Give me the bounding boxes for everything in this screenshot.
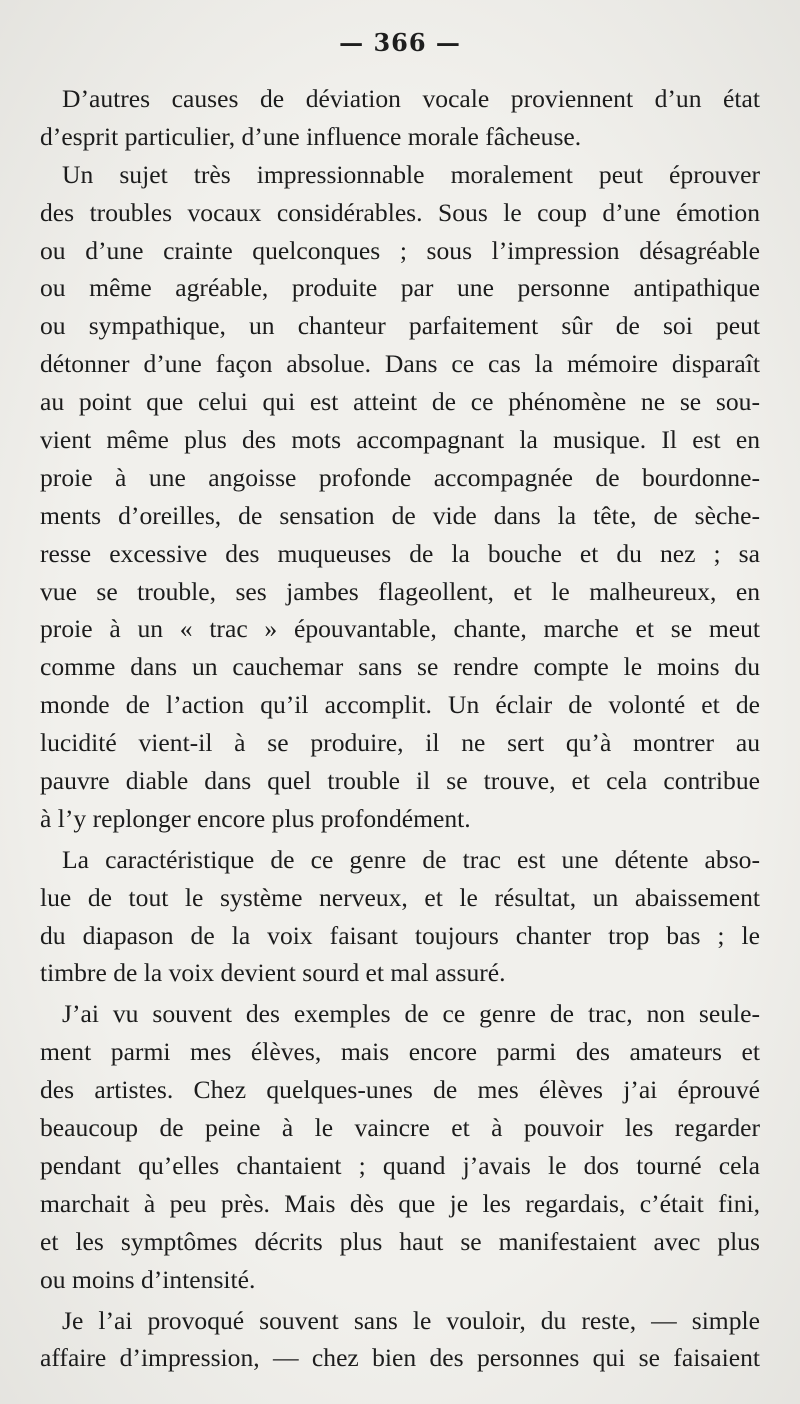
text-line: comme dans un cauchemar sans se rendre compte le moins du bbox=[40, 652, 760, 682]
text-line: La caractéristique de ce genre de trac est une détente abso- bbox=[62, 844, 760, 874]
paragraph-5 bbox=[40, 1302, 760, 1378]
text-line: affaire d’impression, — chez bien des personnes qui se faisaient bbox=[40, 1343, 760, 1373]
text-line: ment parmi mes élèves, mais encore parmi des amateurs et bbox=[40, 1037, 760, 1067]
text-line: ou moins d’intensité. bbox=[40, 1264, 256, 1294]
text-line: ments d’oreilles, de sensation de vide dans la tête, de sèche- bbox=[40, 500, 760, 530]
text-line: pauvre diable dans quel trouble il se trouve, et cela contribue bbox=[40, 766, 760, 796]
page-number: — 366 — bbox=[339, 28, 461, 57]
text-line: ou sympathique, un chanteur parfaitement sûr de soi peut bbox=[40, 311, 760, 341]
paragraph-2 bbox=[40, 156, 760, 838]
paragraph-3 bbox=[40, 841, 760, 993]
text-line: d’esprit particulier, d’une influence morale fâcheuse. bbox=[40, 121, 582, 151]
text-line: à l’y replonger encore plus profondément. bbox=[40, 803, 471, 833]
paragraph-4 bbox=[40, 995, 760, 1298]
text-line: timbre de la voix devient sourd et mal assuré. bbox=[40, 958, 506, 988]
text-line: du diapason de la voix faisant toujours chanter trop bas ; le bbox=[40, 920, 760, 950]
text-line: et les symptômes décrits plus haut se manifestaient avec plus bbox=[40, 1226, 760, 1256]
text-line: resse excessive des muqueuses de la bouche et du nez ; sa bbox=[40, 538, 760, 568]
text-line: marchait à peu près. Mais dès que je les regardais, c’était fini, bbox=[40, 1188, 760, 1218]
text-line: vient même plus des mots accompagnant la musique. Il est en bbox=[40, 425, 760, 455]
text-line: détonner d’une façon absolue. Dans ce cas la mémoire disparaît bbox=[40, 349, 760, 379]
page-body bbox=[40, 80, 760, 1377]
text-line: ou d’une crainte quelconques ; sous l’impression désagréable bbox=[40, 235, 760, 265]
paragraph-1 bbox=[40, 80, 760, 156]
text-line: Un sujet très impressionnable moralement peut éprouver bbox=[62, 159, 760, 189]
text-line: lue de tout le système nerveux, et le résultat, un abaissement bbox=[40, 882, 760, 912]
text-line: monde de l’action qu’il accomplit. Un éclair de volonté et de bbox=[40, 690, 760, 720]
text-line: pendant qu’elles chantaient ; quand j’avais le dos tourné cela bbox=[40, 1150, 760, 1180]
text-line: proie à une angoisse profonde accompagnée de bourdonne- bbox=[40, 462, 760, 492]
text-line: D’autres causes de déviation vocale proviennent d’un état bbox=[62, 84, 760, 113]
text-line: Je l’ai provoqué souvent sans le vouloir, du reste, — simple bbox=[62, 1305, 760, 1335]
text-line: lucidité vient-il à se produire, il ne sert qu’à montrer au bbox=[40, 728, 760, 758]
text-line: ou même agréable, produite par une personne antipathique bbox=[40, 273, 760, 303]
text-line: J’ai vu souvent des exemples de ce genre de trac, non seule- bbox=[62, 999, 760, 1029]
text-line: des artistes. Chez quelques-unes de mes élèves j’ai éprouvé bbox=[40, 1075, 760, 1105]
text-line: proie à un « trac » épouvantable, chante, marche et se meut bbox=[40, 614, 760, 644]
text-line: des troubles vocaux considérables. Sous le coup d’une émotion bbox=[40, 197, 760, 227]
text-line: au point que celui qui est atteint de ce phénomène ne se sou- bbox=[40, 387, 760, 417]
text-line: beaucoup de peine à le vaincre et à pouvoir les regarder bbox=[40, 1113, 760, 1143]
text-line: vue se trouble, ses jambes flageollent, et le malheureux, en bbox=[40, 576, 760, 606]
